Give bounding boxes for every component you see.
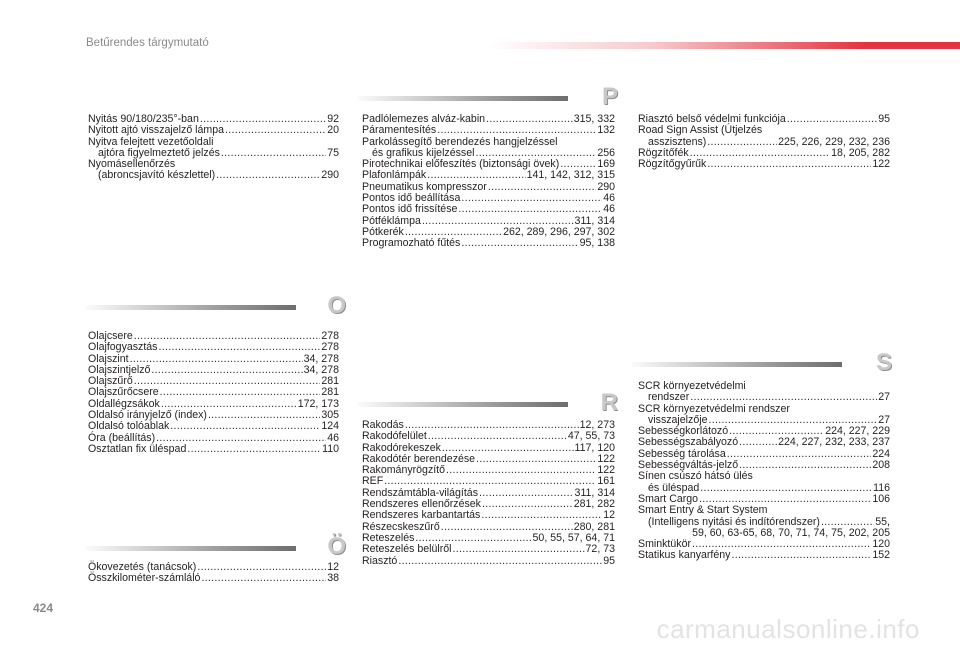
index-entry-line: [362, 465, 615, 476]
index-term: visszajelzője: [648, 413, 708, 426]
index-term: Sínen csúszó hátsó ülés: [638, 470, 753, 483]
page-reference: 95: [878, 113, 890, 125]
page-reference: 46: [603, 203, 615, 216]
leader-dots: [134, 331, 321, 342]
index-entry-line: [638, 125, 890, 136]
section-letter-s: S: [875, 349, 892, 376]
index-entry-line: [362, 431, 615, 442]
page-reference: 262, 289, 296, 297, 302: [503, 225, 615, 238]
index-entry-line: [88, 573, 339, 584]
index-entry: [362, 431, 615, 442]
page-reference: 12: [327, 561, 339, 573]
leader-dots: [405, 420, 579, 431]
index-term: asszisztens): [648, 135, 707, 148]
page-reference: 224: [872, 447, 890, 460]
page-reference: 256: [597, 146, 615, 159]
page-reference: 225, 226, 229, 232, 236: [778, 135, 890, 148]
index-term: Rakodófelület: [362, 430, 427, 443]
leader-dots: [727, 449, 872, 460]
section-divider: [358, 96, 568, 101]
leader-dots: [187, 444, 321, 455]
index-entry-line: [362, 238, 615, 249]
index-entry-line: [362, 125, 615, 136]
index-term: Osztatlan fix üléspad: [88, 442, 187, 455]
index-entry: [88, 137, 339, 160]
index-term: Összkilométer-számláló: [88, 572, 201, 585]
index-term: Smart Entry & Start System: [638, 504, 768, 517]
page-reference: 47, 55, 73: [567, 430, 615, 443]
section-divider: [632, 362, 842, 367]
index-term: Rendszámtábla-világítás: [362, 486, 478, 499]
section-letter-p: P: [601, 83, 618, 110]
index-entry: [88, 159, 339, 182]
index-term: Programozható fűtés: [362, 237, 461, 250]
page-reference: 18, 205, 282: [831, 146, 890, 159]
page-reference: 50, 55, 57, 64, 71: [532, 531, 615, 544]
index-term: Plafonlámpák: [362, 169, 427, 182]
leader-dots: [476, 454, 596, 465]
index-entry: [362, 204, 615, 215]
index-term: Smart Cargo: [638, 492, 699, 505]
page-reference: 224, 227, 229: [825, 425, 890, 438]
index-term: Pótféklámpa: [362, 214, 421, 227]
index-term: Nyomásellenőrzés: [88, 158, 176, 171]
page-reference: 95, 138: [579, 237, 615, 250]
index-term: Pontos idő beállítása: [362, 192, 461, 205]
index-term: és üléspad: [648, 481, 700, 494]
page-reference: 169: [597, 158, 615, 171]
leader-dots: [481, 510, 602, 521]
section-header-s: [632, 346, 892, 376]
index-entry: [88, 125, 339, 136]
index-term: Rakodótér berendezése: [362, 452, 476, 465]
index-entry-line: [362, 510, 615, 521]
index-term: Padlólemezes alváz-kabin: [362, 113, 486, 125]
page-reference: 224, 227, 232, 233, 237: [778, 436, 890, 449]
page-reference: 281: [321, 375, 339, 388]
index-entry: [88, 421, 339, 432]
index-term: Rendszeres karbantartás: [362, 509, 481, 522]
page-reference: 311, 314: [574, 486, 615, 499]
index-term: Rendszeres ellenőrzések: [362, 498, 481, 511]
leader-dots: [690, 148, 830, 159]
index-term: Sminktükör: [638, 538, 691, 551]
page-reference: 122: [872, 158, 890, 171]
page-reference: 75: [327, 146, 339, 159]
leader-dots: [197, 562, 326, 573]
index-entry: [362, 556, 615, 567]
index-term: Riasztó belső védelmi funkciója: [638, 113, 786, 125]
page-reference: 278: [321, 341, 339, 354]
leader-dots: [690, 392, 877, 403]
page-reference: 161: [597, 475, 615, 488]
index-term: Sebességkorlátozó: [638, 425, 729, 438]
index-term: Riasztó: [362, 554, 398, 567]
index-term: Pirotechnikai előfeszítés (biztonsági övek): [362, 158, 560, 171]
index-entry: [362, 238, 615, 249]
leader-dots: [216, 170, 320, 181]
page-reference: 110: [322, 442, 339, 455]
index-term: Olajcsere: [88, 330, 133, 342]
index-entry-line: [638, 471, 890, 482]
leader-dots: [160, 387, 321, 398]
index-term: REF: [362, 475, 384, 488]
leader-dots: [446, 465, 596, 476]
index-entry: [362, 465, 615, 476]
leader-dots: [158, 342, 320, 353]
page-reference: 120: [872, 538, 890, 551]
page-reference: 92: [327, 113, 339, 125]
page-reference: 27: [878, 391, 890, 404]
leader-dots: [130, 354, 303, 365]
leader-dots: [225, 125, 326, 136]
page-reference: 46: [603, 192, 615, 205]
index-entry: [362, 544, 615, 555]
page-reference-continued: 59, 60, 63-65, 68, 70, 71, 74, 75, 202, 205: [692, 526, 890, 539]
index-term: Oldalsó tolóablak: [88, 420, 170, 433]
index-entry: [88, 573, 339, 584]
page-reference: 315, 332: [573, 113, 615, 125]
page-reference: 305: [321, 409, 339, 422]
page-reference: 281: [321, 386, 339, 399]
page-reference: 278: [321, 330, 339, 342]
index-term: Pontos idő frissítése: [362, 203, 458, 216]
index-entry: [638, 159, 890, 170]
leader-dots: [739, 460, 871, 471]
index-term: Rögzítőfék: [638, 146, 689, 159]
index-entry-line: [362, 556, 615, 567]
index-term: és grafikus kijelzéssel: [372, 146, 475, 159]
leader-dots: [151, 365, 302, 376]
leader-dots: [221, 148, 326, 159]
index-entry: [88, 342, 339, 353]
index-term: Nyitott ajtó visszajelző lámpa: [88, 124, 225, 137]
index-entry: [638, 404, 890, 427]
index-entry-line: [638, 550, 890, 561]
page-reference: 34, 278: [303, 352, 339, 365]
index-term: Rögzítőgyűrűk: [638, 158, 707, 171]
leader-dots: [208, 410, 320, 421]
index-entry: [638, 550, 890, 561]
watermark: carmanualsonline.info: [656, 614, 920, 644]
page-reference: 141, 142, 312, 315: [526, 169, 615, 182]
index-entry-line: [88, 125, 339, 136]
index-entry-line: [88, 170, 339, 181]
index-entry-line: [362, 204, 615, 215]
index-term: Olajfogyasztás: [88, 341, 158, 354]
index-entry-line: [362, 544, 615, 555]
index-term: Részecskeszűrő: [362, 520, 440, 533]
index-term: Páramentesítés: [362, 124, 437, 137]
index-term: Pótkerék: [362, 225, 404, 238]
page-header-title: Betűrendes tárgymutató: [86, 37, 209, 49]
index-term: Rakodás: [362, 419, 404, 431]
index-term: Nyitás 90/180/235°-ban: [88, 113, 199, 125]
index-term: Ökovezetés (tanácsok): [88, 561, 197, 573]
index-term: Sebességváltás-jelző: [638, 459, 739, 472]
leader-dots: [479, 488, 574, 499]
index-entry-line: [638, 392, 890, 403]
page-reference: 38: [327, 572, 339, 585]
page-number: 424: [33, 601, 54, 615]
page-reference: 116: [873, 481, 890, 494]
index-term: Nyitva felejtett vezetőoldali: [88, 135, 214, 148]
page-reference: 27: [878, 413, 890, 426]
index-term: Sebességszabályozó: [638, 436, 739, 449]
section-letter-o: O: [327, 292, 346, 319]
index-term: Olajszűrőcsere: [88, 386, 159, 399]
index-entry: [88, 444, 339, 455]
index-entry: [362, 510, 615, 521]
leader-dots: [739, 437, 777, 448]
section-divider: [86, 305, 296, 310]
page-reference: 311, 314: [574, 214, 615, 227]
leader-dots: [201, 573, 326, 584]
index-term: (abroncsjavító készlettel): [98, 169, 216, 182]
page-reference: 95: [603, 554, 615, 567]
leader-dots: [731, 550, 871, 561]
index-term: (Intelligens nyitási és indítórendszer): [648, 515, 820, 528]
page-reference: 290: [321, 169, 339, 182]
page-reference: 132: [597, 124, 615, 137]
index-term: ajtóra figyelmeztető jelzés: [98, 146, 220, 159]
index-term: Reteszelés belülről: [362, 543, 452, 556]
section-letter-oe: Ö: [327, 533, 346, 560]
leader-dots: [787, 114, 877, 125]
index-term: Reteszelés: [362, 531, 415, 544]
page-reference: 280, 281: [573, 520, 615, 533]
index-entry-line: [638, 159, 890, 170]
leader-dots: [398, 556, 602, 567]
leader-dots: [488, 182, 596, 193]
page-reference: 106: [872, 492, 890, 505]
index-entry: [638, 505, 890, 539]
index-list-r: [362, 420, 615, 567]
index-term: Olajszűrő: [88, 375, 133, 388]
index-term: SCR környezetvédelmi rendszer: [638, 402, 790, 415]
leader-dots: [453, 544, 585, 555]
section-divider: [86, 546, 296, 551]
page-reference: 281, 282: [573, 498, 615, 511]
page-reference: 117, 120: [574, 441, 615, 454]
section-letter-r: R: [600, 389, 618, 416]
page-reference: 46: [327, 431, 339, 444]
leader-dots: [461, 193, 602, 204]
page-reference: 12: [603, 509, 615, 522]
index-list-p: [362, 114, 615, 250]
page-reference: 20: [327, 124, 339, 137]
leader-dots: [707, 137, 777, 148]
page-reference: 122: [597, 452, 615, 465]
section-header-p: [358, 80, 618, 110]
index-term: Olajszintjelző: [88, 363, 151, 376]
section-header-oe: [86, 530, 346, 560]
index-term: Statikus kanyarfény: [638, 549, 731, 562]
leader-dots: [428, 431, 567, 442]
leader-dots: [458, 204, 602, 215]
index-list-r-continued: [638, 114, 890, 170]
index-term: rendszer: [648, 391, 690, 404]
leader-dots: [170, 421, 320, 432]
index-term: Rakományrögzítő: [362, 464, 446, 477]
index-term: Pneumatikus kompresszor: [362, 180, 487, 193]
index-entry: [362, 137, 615, 160]
index-term: Oldallégzsákok: [88, 397, 160, 410]
page-reference: 152: [872, 549, 890, 562]
index-entry: [638, 381, 890, 404]
page-reference: 172, 173: [297, 397, 339, 410]
leader-dots: [482, 499, 573, 510]
section-header-o: [86, 289, 346, 319]
page-reference: 34, 278: [303, 363, 339, 376]
index-entry: [638, 125, 890, 148]
header-accent-bar: [488, 42, 960, 49]
index-term: Rakodórekeszek: [362, 441, 441, 454]
leader-dots: [700, 483, 872, 494]
index-term: Parkolássegítő berendezés hangjelzéssel: [362, 135, 558, 148]
index-term: Oldalsó irányjelző (index): [88, 409, 207, 422]
index-entry-line: [638, 505, 890, 516]
index-entry-line: [88, 342, 339, 353]
page-reference: 12, 273: [579, 419, 615, 431]
leader-dots: [707, 159, 871, 170]
index-term: Road Sign Assist (Útjelzés: [638, 124, 763, 137]
page-reference: 290: [597, 180, 615, 193]
index-term: SCR környezetvédelmi: [638, 380, 746, 392]
index-list-s: [638, 381, 890, 562]
section-divider: [358, 402, 568, 407]
page-reference: 72, 73: [585, 543, 615, 556]
index-entry-line: [88, 421, 339, 432]
leader-dots: [134, 376, 321, 387]
index-list-o: [88, 331, 339, 455]
index-entry: [638, 471, 890, 494]
index-entry-line: [88, 444, 339, 455]
index-term: Óra (beállítás): [88, 431, 156, 444]
index-list-n: [88, 114, 339, 182]
page-reference: 208: [872, 459, 890, 472]
leader-dots: [486, 114, 573, 125]
index-term: Sebesség tárolása: [638, 447, 726, 460]
page-reference: 124: [321, 420, 339, 433]
leader-dots: [437, 125, 596, 136]
section-header-r: [358, 386, 618, 416]
page-reference: 122: [597, 464, 615, 477]
index-entry: [362, 125, 615, 136]
leader-dots: [461, 238, 578, 249]
page-reference: 55,: [875, 515, 890, 528]
index-term: Olajszint: [88, 352, 129, 365]
index-list-oe: [88, 562, 339, 585]
